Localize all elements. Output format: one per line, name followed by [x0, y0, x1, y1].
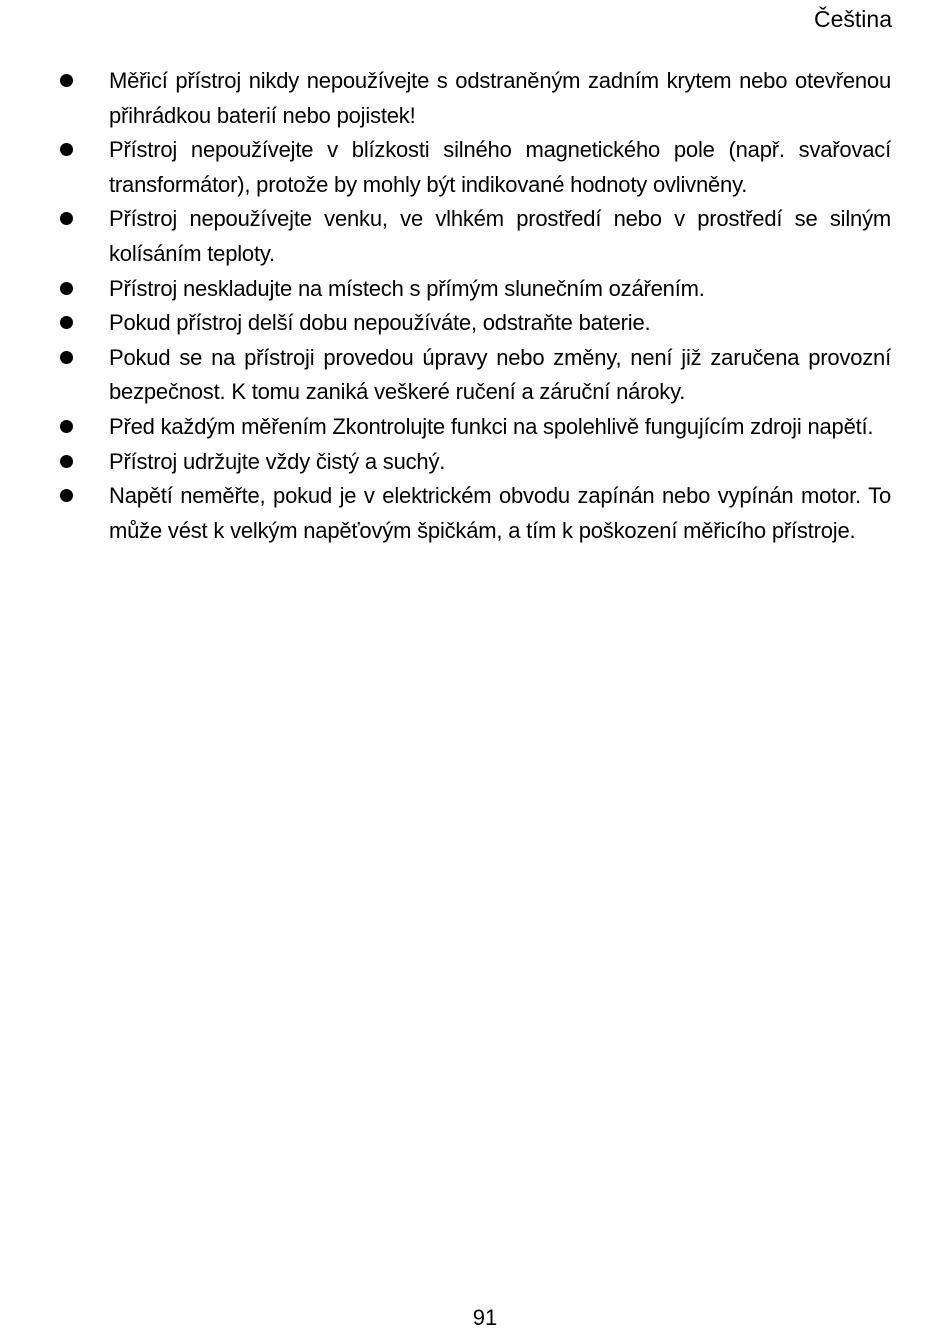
list-item	[0, 202, 950, 271]
list-item	[0, 272, 950, 307]
bullet-icon	[60, 351, 73, 364]
bullet-icon	[60, 282, 73, 295]
page-header-language: Čeština	[814, 6, 892, 32]
list-item	[0, 341, 950, 410]
list-item-text: Přístroj neskladujte na místech s přímým slunečním ozářením.	[109, 275, 705, 301]
page-number: 91	[472, 1305, 498, 1330]
list-item-text: Před každým měřením Zkontrolujte funkci na spolehlivě fungujícím zdroji napětí.	[109, 413, 874, 439]
list-item-text: Napětí neměřte, pokud je v elektrickém obvodu zapínán nebo vypínán motor. To může vést k velkým napěťovým špičkám, a tím k poškození měřicího přístroje.	[109, 483, 891, 543]
list-item	[0, 445, 950, 480]
list-item-text: Měřicí přístroj nikdy nepoužívejte s odstraněným zadním krytem nebo otevřenou přihrádkou baterií nebo pojistek!	[109, 68, 891, 128]
bullet-icon	[60, 212, 73, 225]
list-item-text: Pokud se na přístroji provedou úpravy nebo změny, není již zaručena provozní bezpečnost. K tomu zaniká veškeré ručení a záruční nároky.	[109, 344, 891, 405]
bullet-icon	[60, 420, 73, 433]
list-item-text: Přístroj nepoužívejte venku, ve vlhkém prostředí nebo v prostředí se silným kolísáním teploty.	[109, 206, 891, 266]
safety-bullet-list	[0, 64, 950, 548]
bullet-icon	[60, 143, 73, 156]
list-item	[0, 133, 950, 202]
list-item	[0, 64, 950, 133]
list-item-text: Přístroj nepoužívejte v blízkosti silného magnetického pole (např. svařovací transformátor), protože by mohly být indikované hodnoty ovlivněny.	[109, 137, 891, 197]
bullet-icon	[60, 489, 73, 502]
list-item-text: Přístroj udržujte vždy čistý a suchý.	[109, 448, 446, 474]
bullet-icon	[60, 74, 73, 87]
list-item-text: Pokud přístroj delší dobu nepoužíváte, odstraňte baterie.	[109, 310, 651, 336]
list-item	[0, 410, 950, 445]
list-item	[0, 479, 950, 548]
list-item	[0, 306, 950, 341]
bullet-icon	[60, 455, 73, 468]
bullet-icon	[60, 316, 73, 329]
